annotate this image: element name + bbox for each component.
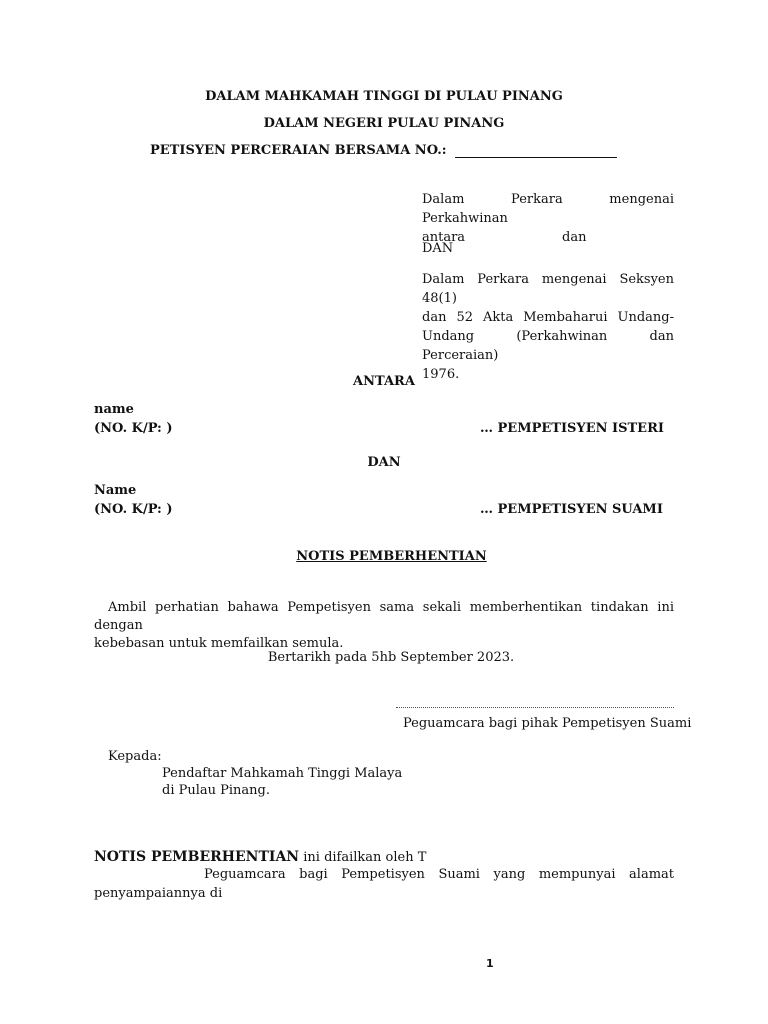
case-matter-2-line3: Undang (Perkahwinan dan Perceraian) [422, 329, 674, 363]
case-matter-1-line1: Dalam Perkara mengenai Perkahwinan [422, 192, 674, 226]
case-matter-1-antara: antara [422, 230, 466, 245]
filing-line2: Peguamcara bagi Pempetisyen Suami yang mempunyai alamat [204, 867, 674, 882]
filing-line2-wrap [94, 867, 674, 882]
notice-date: Bertarikh pada 5hb September 2023. [267, 650, 515, 665]
husband-name: Name [94, 483, 137, 498]
case-matter-2-line4: 1976. [422, 367, 460, 382]
notice-body [94, 599, 674, 653]
filing-line1 [94, 849, 426, 865]
wife-name: name [94, 402, 134, 417]
antara-heading: ANTARA [353, 374, 415, 389]
recipient-label: Kepada: [108, 749, 162, 764]
notice-body-line2: kebebasan untuk memfailkan semula. [94, 636, 344, 651]
parties-dan: DAN [367, 455, 401, 470]
wife-role: … PEMPETISYEN ISTERI [480, 421, 664, 436]
filing-bold-prefix: NOTIS PEMBERHENTIAN [94, 849, 300, 865]
husband-role: … PEMPETISYEN SUAMI [480, 502, 663, 517]
case-matter-2-line2: dan 52 Akta Membaharui Undang- [422, 310, 674, 325]
notice-body-line1: Ambil perhatian bahawa Pempetisyen sama sekali memberhentikan tindakan ini dengan [94, 600, 674, 633]
recipient-line1: Pendaftar Mahkamah Tinggi Malaya [162, 766, 403, 781]
petition-number-blank [455, 157, 617, 158]
petition-number-label: PETISYEN PERCERAIAN BERSAMA NO.: [150, 143, 447, 158]
filing-line3: penyampaiannya di [94, 886, 223, 901]
case-matter-1 [422, 190, 674, 247]
husband-ic-number: (NO. K/P: ) [94, 502, 173, 517]
jurisdiction-title: DALAM NEGERI PULAU PINANG [263, 116, 505, 131]
filing-line1-rest: ini difailkan oleh T [303, 850, 427, 865]
case-matter-2-line1: Dalam Perkara mengenai Seksyen 48(1) [422, 272, 674, 306]
signatory-label: Peguamcara bagi pihak Pempetisyen Suami [403, 716, 692, 731]
signature-line [396, 699, 674, 708]
court-title: DALAM MAHKAMAH TINGGI DI PULAU PINANG [205, 89, 563, 104]
notice-title: NOTIS PEMBERHENTIAN [296, 549, 487, 564]
page-number: 1 [486, 957, 494, 970]
wife-ic-number: (NO. K/P: ) [94, 421, 173, 436]
case-matter-2 [422, 270, 674, 384]
case-matter-1-dan: dan [562, 230, 587, 245]
recipient-line2: di Pulau Pinang. [162, 783, 270, 798]
case-separator-dan: DAN [422, 241, 454, 256]
